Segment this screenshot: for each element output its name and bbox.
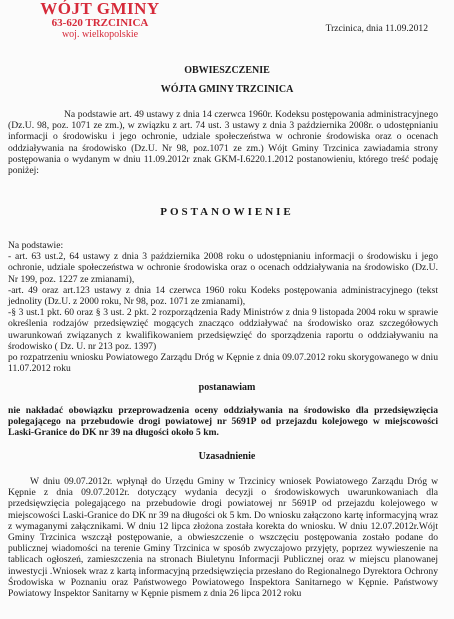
legal-basis-label: Na podstawie: <box>8 240 64 251</box>
stamp-line-2: 63-620 TRZCINICA <box>51 17 149 29</box>
date-line: Trzcinica, dnia 11.09.2012 <box>325 23 428 34</box>
legal-basis-item: -§ 3 ust.1 pkt. 60 oraz § 3 ust. 2 pkt. 2 rozporządzenia Rady Ministrów z dnia 9 listopada 2004 roku w sprawie określenia rodzajów przedsięwzięć mogących znacząco oddziaływać na środowisko oraz szczegółowych uwarunkowań związanych z kwalifikowaniem przedsięwzięć do sporządzenia raportu o oddziaływaniu na środowisko ( Dz. U. nr 213 poz. 1397) <box>8 307 438 352</box>
reasons-title: Uzasadnienie <box>198 451 256 462</box>
legal-basis-item: - art. 63 ust.2, 64 ustawy z dnia 3 października 2008 roku o udostępnianiu informacji o środowisku i jego ochronie, udziale społeczeństwa w ochronie środowiska oraz o ocenach oddziaływania na środowisko (Dz.U. Nr 199, poz. 1227 ze zmianami), <box>8 251 438 285</box>
notice-subheading: WÓJTA GMINY TRZCINICA <box>160 84 294 95</box>
office-stamp <box>40 0 160 40</box>
request-line: po rozpatrzeniu wniosku Powiatowego Zarządu Dróg w Kępnie z dnia 09.07.2012 roku skorygowanego w dniu 11.07.2012 roku <box>8 352 438 375</box>
legal-basis-item: -art. 49 oraz art.123 ustawy z dnia 14 czerwca 1960 roku Kodeks postępowania administracyjnego (tekst jednolity (Dz.U. z 2000 roku, Nr 98, poz. 1071 ze zmianami), <box>8 284 438 308</box>
stamp-line-1: WÓJT GMINY <box>40 0 160 18</box>
ruling-text: nie nakładać obowiązku przeprowadzenia oceny oddziaływania na środowisko dla przedsięwzięcia polegającego na przebudowie drogi powiatowej nr 5691P od przejazdu kolejowego w miejscowości Laski-Granice do DK nr 39 na długości około 5 km. <box>8 405 438 439</box>
intro-paragraph: Na podstawie art. 49 ustawy z dnia 14 czerwca 1960r. Kodeksu postępowania administracyjnego (Dz.U. 98, poz. 1071 ze zm.), w związku z art. 74 ust. 3 ustawy z dnia 3 października 2008r. o udostępnianiu informacji o środowisku i jego ochronie, udziale społeczeństwa w ochronie środowiska oraz o ocenach oddziaływania na środowisko (Dz.U. Nr 98, poz.1071 ze zm.) Wójt Gminy Trzcinica zawiadamia strony postępowania o wydanym w dniu 11.09.2012r znak GKM-I.6220.1.2012 postanowieniu, którego treść podaję poniżej: <box>8 109 438 177</box>
reasons-text: W dniu 09.07.2012r. wpłynął do Urzędu Gminy w Trzcinicy wniosek Powiatowego Zarządu Dróg w Kępnie z dnia 09.07.2012r. dotyczący wydania decyzji o środowiskowych uwarunkowaniach dla przedsięwzięcia polegającego na przebudowie drogi powiatowej nr 5691P od przejazdu kolejowego w miejscowości Laski-Granice do DK nr 39 na długości ok 5 km. Do wniosku załączono kartę informacyjną wraz z wymaganymi załącznikami. W dniu 12 lipca złożona została korekta do wniosku. W dniu 12.07.2012r.Wójt Gminy Trzcinica wszczął postępowanie, a obwieszczenie o wszczęciu postępowania zostało podane do publicznej wiadomości na terenie Gminy Trzcinica w sposób zwyczajowo przyjęty, poprzez wywieszenie na tablicach ogłoszeń, zamieszczenia na stronach Biuletynu Informacji Publicznej oraz w miejscu planowanej inwestycji .Wniosek wraz z kartą informacyjną przedsięwzięcia przesłano do Regionalnego Dyrektora Ochrony Środowiska w Poznaniu oraz Państwowego Powiatowego Inspektora Sanitarnego w Kępnie. Państwowy Powiatowy Inspektor Sanitarny w Kępnie pismem z dnia 26 lipca 2012 roku <box>8 476 438 600</box>
notice-heading: OBWIESZCZENIE <box>184 65 270 76</box>
legal-basis <box>8 240 438 374</box>
ruling-word: postanawiam <box>198 382 256 393</box>
decision-title: POSTANOWIENIE <box>160 206 294 218</box>
stamp-line-3: woj. wielkopolskie <box>61 29 139 40</box>
